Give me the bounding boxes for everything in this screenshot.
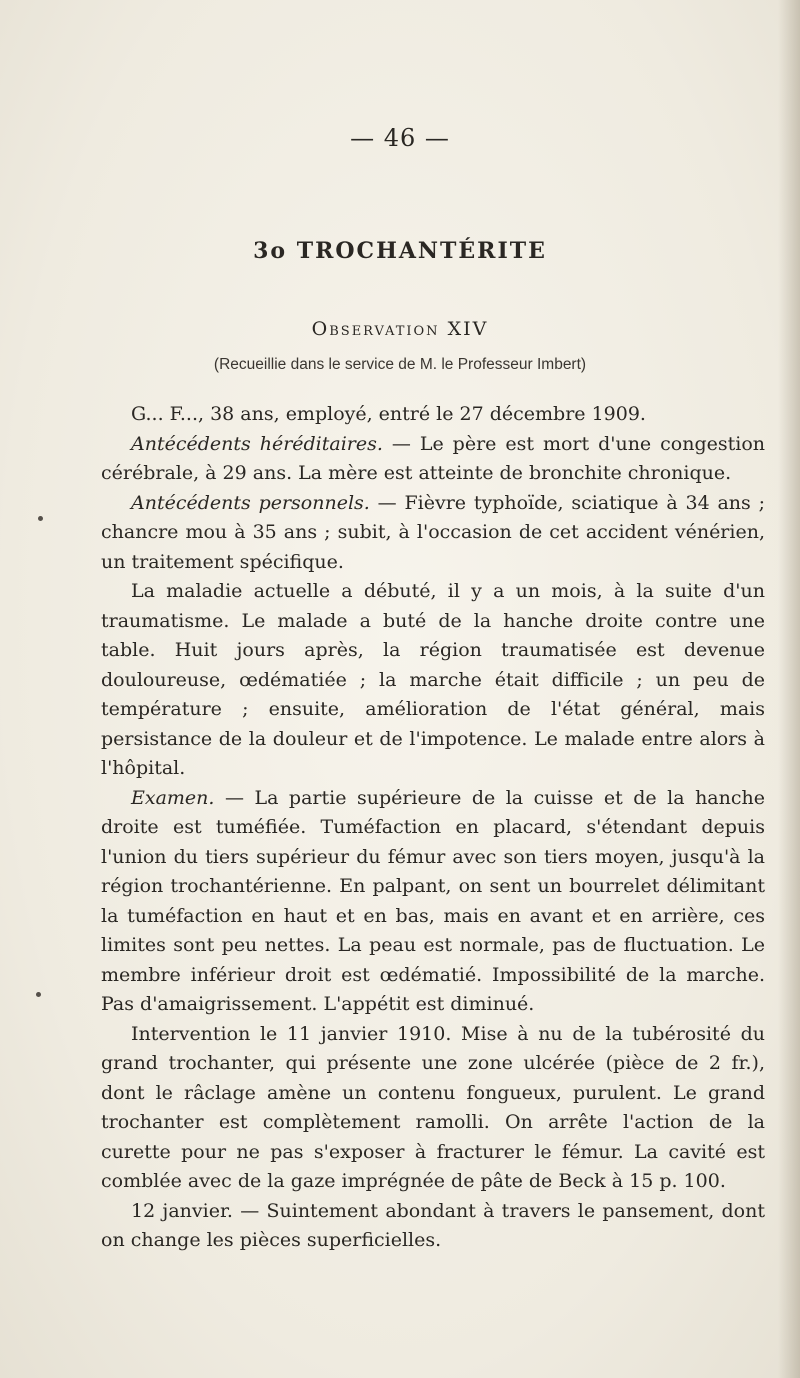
observation-subtitle: (Recueillie dans le service de M. le Professeur Imbert): [213, 356, 587, 373]
page-number: — 46 —: [350, 124, 450, 152]
paragraph-text: — Le père est mort d'une congestion cérébrale, à 29 ans. La mère est atteinte de bronchite chronique.: [101, 432, 766, 484]
observation-title: Observation XIV: [311, 318, 489, 340]
page-edge-shadow: [778, 0, 800, 1378]
margin-speck: [36, 992, 41, 997]
paragraph: [101, 1020, 765, 1197]
paragraph-heading: Antécédents personnels.: [131, 491, 370, 514]
paragraph-text: — La partie supérieure de la cuisse et de la hanche droite est tuméfiée. Tuméfaction en placard, s'étendant depuis l'union du tiers supérieur du fémur avec son tiers moyen, jusqu'à la région trochantérienne. En palpant, on sent un bourrelet délimitant la tuméfaction en haut et en bas, mais en avant et en arrière, ces limites sont peu nettes. La peau est normale, pas de fluctuation. Le membre inférieur droit est œdématié. Impossibilité de la marche. Pas d'amaigrissement. L'appétit est diminué.: [101, 786, 765, 1015]
paragraph-heading: Antécédents héréditaires.: [131, 432, 383, 455]
paragraph: [101, 577, 765, 784]
paragraph: [101, 784, 765, 1020]
paragraph-text: — Fièvre typhoïde, sciatique à 34 ans ; chancre mou à 35 ans ; subit, à l'occasion de cet accident vénérien, un traitement spécifique.: [101, 491, 765, 573]
paragraph-text: G... F..., 38 ans, employé, entré le 27 décembre 1909.: [131, 403, 646, 425]
paragraph-text: La maladie actuelle a débuté, il y a un mois, à la suite d'un traumatisme. Le malade a buté de la hanche droite contre une table. Huit jours après, la région traumatisée est devenue douloureuse, œdématiée ; la marche était difficile ; un peu de température ; ensuite, amélioration de l'état général, mais persistance de la douleur et de l'impotence. Le malade entre alors à l'hôpital.: [101, 580, 765, 779]
paragraph: [101, 430, 765, 489]
margin-speck: [38, 516, 43, 521]
section-title: 3o TROCHANTÉRITE: [253, 238, 547, 264]
paragraph: [101, 489, 765, 578]
paragraph-heading: Examen.: [131, 786, 215, 809]
body-text: [101, 400, 765, 1256]
paragraph: [101, 1197, 765, 1256]
paragraph-text: 12 janvier. — Suintement abondant à travers le pansement, dont on change les pièces superficielles.: [101, 1199, 765, 1251]
paragraph: [101, 400, 765, 430]
paragraph-text: Intervention le 11 janvier 1910. Mise à nu de la tubérosité du grand trochanter, qui présente une zone ulcérée (pièce de 2 fr.), dont le râclage amène un contenu fongueux, purulent. Le grand trochanter est complètement ramolli. On arrête l'action de la curette pour ne pas s'exposer à fracturer le fémur. La cavité est comblée avec de la gaze imprégnée de pâte de Beck à 15 p. 100.: [101, 1022, 765, 1192]
